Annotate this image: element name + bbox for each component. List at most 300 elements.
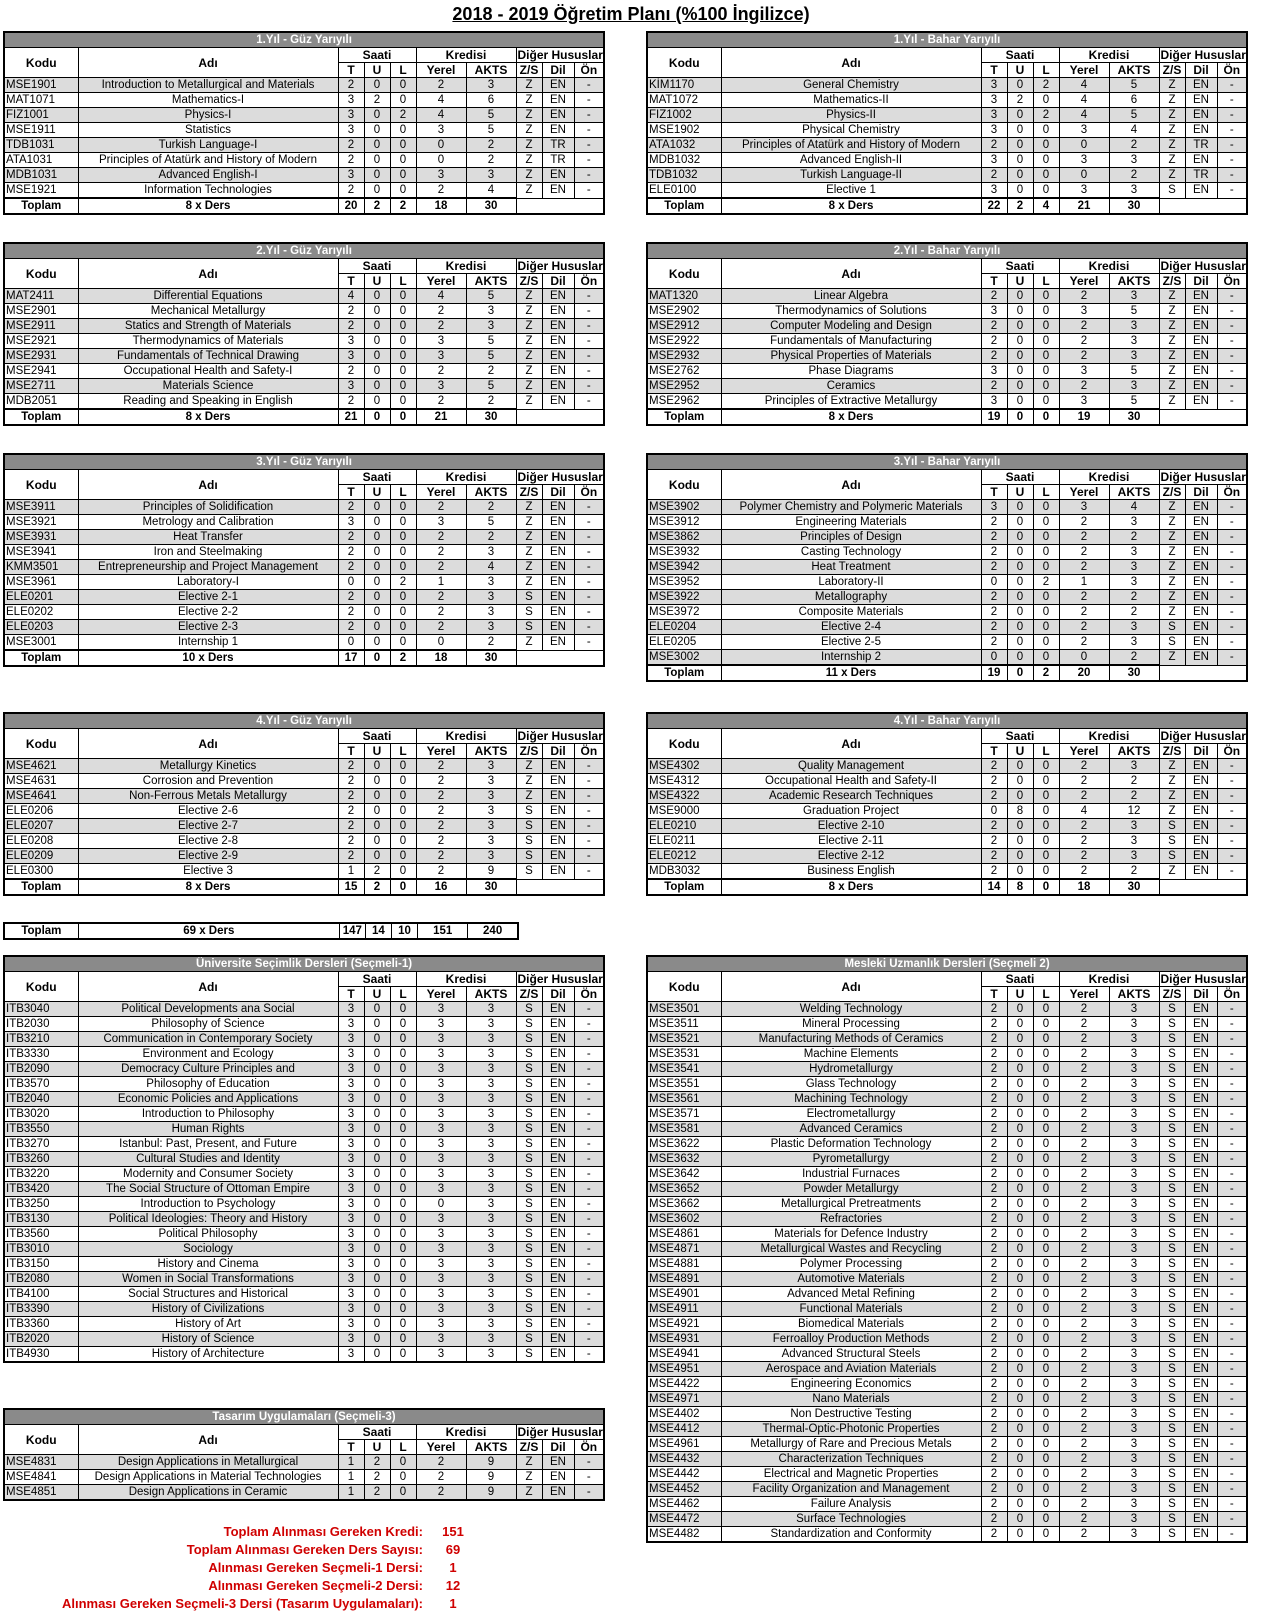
language: EN bbox=[542, 123, 574, 138]
credit-akts: 2 bbox=[1109, 650, 1159, 666]
credit-yerel: 2 bbox=[1059, 1227, 1109, 1242]
language: EN bbox=[542, 1077, 574, 1092]
hours-t: 3 bbox=[338, 1287, 364, 1302]
hours-t: 2 bbox=[338, 304, 364, 319]
prerequisite: - bbox=[574, 1167, 604, 1182]
credit-yerel: 3 bbox=[416, 168, 466, 183]
z-s: S bbox=[516, 1122, 542, 1137]
table-row bbox=[647, 1002, 1247, 1017]
hours-u: 0 bbox=[1007, 789, 1033, 804]
course-code: MSE2931 bbox=[4, 349, 78, 364]
course-name: Political Ideologies: Theory and History bbox=[78, 1212, 338, 1227]
block-y2b bbox=[646, 242, 1248, 426]
course-code: MSE4891 bbox=[647, 1272, 721, 1287]
credit-akts: 3 bbox=[1109, 1392, 1159, 1407]
credit-yerel: 2 bbox=[416, 804, 466, 819]
course-code: ELE0210 bbox=[647, 819, 721, 834]
course-code: MSE3972 bbox=[647, 605, 721, 620]
col-zs: Z/S bbox=[516, 63, 542, 78]
course-code: ITB4100 bbox=[4, 1287, 78, 1302]
table-row bbox=[647, 1077, 1247, 1092]
hours-l: 0 bbox=[1033, 1017, 1059, 1032]
course-code: MSE4402 bbox=[647, 1407, 721, 1422]
language: EN bbox=[1185, 108, 1217, 123]
hours-l: 0 bbox=[390, 1212, 416, 1227]
prerequisite: - bbox=[1217, 319, 1247, 334]
hours-t: 2 bbox=[338, 789, 364, 804]
course-code: ELE0202 bbox=[4, 605, 78, 620]
hours-u: 0 bbox=[364, 1017, 390, 1032]
credit-yerel: 3 bbox=[416, 1227, 466, 1242]
credit-akts: 3 bbox=[1109, 1092, 1159, 1107]
hours-t: 2 bbox=[981, 1032, 1007, 1047]
hours-u: 2 bbox=[364, 1455, 390, 1470]
table-row bbox=[4, 1062, 604, 1077]
hours-u: 0 bbox=[364, 849, 390, 864]
col-adi: Adı bbox=[78, 729, 338, 759]
course-name: Mathematics-II bbox=[721, 93, 981, 108]
credit-yerel: 2 bbox=[416, 1455, 466, 1470]
hours-u: 0 bbox=[1007, 349, 1033, 364]
hours-l: 0 bbox=[390, 153, 416, 168]
total-yerel: 18 bbox=[416, 650, 466, 666]
course-code: ITB3260 bbox=[4, 1152, 78, 1167]
prerequisite: - bbox=[1217, 108, 1247, 123]
credit-akts: 2 bbox=[466, 635, 516, 651]
language: EN bbox=[1185, 590, 1217, 605]
course-code: MSE4462 bbox=[647, 1497, 721, 1512]
table-row bbox=[4, 834, 604, 849]
table-title: 1.Yıl - Bahar Yarıyılı bbox=[647, 32, 1247, 48]
hours-u: 0 bbox=[1007, 774, 1033, 789]
col-u: U bbox=[364, 485, 390, 500]
credit-yerel: 3 bbox=[416, 1347, 466, 1363]
credit-akts: 5 bbox=[466, 334, 516, 349]
credit-akts: 3 bbox=[466, 1347, 516, 1363]
hours-t: 3 bbox=[981, 108, 1007, 123]
col-l: L bbox=[390, 987, 416, 1002]
hours-t: 2 bbox=[981, 349, 1007, 364]
credit-akts: 3 bbox=[1109, 1167, 1159, 1182]
hours-u: 0 bbox=[1007, 1437, 1033, 1452]
course-code: ITB3010 bbox=[4, 1242, 78, 1257]
table-row bbox=[4, 819, 604, 834]
hours-t: 2 bbox=[981, 1467, 1007, 1482]
hours-t: 2 bbox=[981, 1257, 1007, 1272]
col-kodu: Kodu bbox=[647, 729, 721, 759]
course-code: MSE2901 bbox=[4, 304, 78, 319]
credit-akts: 3 bbox=[1109, 1422, 1159, 1437]
total-yerel: 19 bbox=[1059, 409, 1109, 425]
hours-u: 2 bbox=[364, 1470, 390, 1485]
course-name: Elective 1 bbox=[721, 183, 981, 199]
z-s: Z bbox=[516, 560, 542, 575]
course-code: ELE0203 bbox=[4, 620, 78, 635]
credit-yerel: 2 bbox=[1059, 1512, 1109, 1527]
language: EN bbox=[542, 183, 574, 199]
table-row bbox=[647, 1062, 1247, 1077]
credit-yerel: 2 bbox=[1059, 319, 1109, 334]
z-s: S bbox=[516, 1002, 542, 1017]
credit-akts: 12 bbox=[1109, 804, 1159, 819]
credit-akts: 3 bbox=[1109, 1017, 1159, 1032]
language: EN bbox=[542, 1152, 574, 1167]
hours-t: 2 bbox=[981, 1182, 1007, 1197]
course-name: Introduction to Psychology bbox=[78, 1197, 338, 1212]
hours-t: 2 bbox=[981, 1317, 1007, 1332]
table-row bbox=[647, 1377, 1247, 1392]
prerequisite: - bbox=[1217, 1362, 1247, 1377]
total-ders: 8 x Ders bbox=[78, 409, 338, 425]
course-name: Standardization and Conformity bbox=[721, 1527, 981, 1543]
table-row bbox=[647, 1137, 1247, 1152]
credit-yerel: 3 bbox=[1059, 394, 1109, 410]
prerequisite: - bbox=[1217, 349, 1247, 364]
hours-u: 0 bbox=[1007, 1197, 1033, 1212]
prerequisite: - bbox=[1217, 1167, 1247, 1182]
col-dil: Dil bbox=[542, 63, 574, 78]
prerequisite: - bbox=[574, 834, 604, 849]
total-row bbox=[4, 879, 604, 895]
credit-akts: 3 bbox=[1109, 349, 1159, 364]
z-s: S bbox=[516, 1317, 542, 1332]
hours-u: 0 bbox=[1007, 515, 1033, 530]
total-yerel: 20 bbox=[1059, 665, 1109, 681]
prerequisite: - bbox=[574, 1470, 604, 1485]
credit-yerel: 2 bbox=[1059, 1362, 1109, 1377]
hours-l: 0 bbox=[1033, 1362, 1059, 1377]
credit-yerel: 2 bbox=[1059, 515, 1109, 530]
hours-l: 0 bbox=[1033, 1002, 1059, 1017]
course-name: Phase Diagrams bbox=[721, 364, 981, 379]
hours-l: 0 bbox=[390, 759, 416, 774]
z-s: Z bbox=[1159, 759, 1185, 774]
col-kodu: Kodu bbox=[4, 470, 78, 500]
summary-row bbox=[0, 1595, 470, 1613]
language: EN bbox=[1185, 1122, 1217, 1137]
summary-row bbox=[0, 1523, 470, 1541]
prerequisite: - bbox=[574, 864, 604, 880]
prerequisite: - bbox=[1217, 774, 1247, 789]
z-s: Z bbox=[516, 515, 542, 530]
course-code: MSE3931 bbox=[4, 530, 78, 545]
credit-akts: 2 bbox=[1109, 789, 1159, 804]
table-row bbox=[4, 153, 604, 168]
language: EN bbox=[1185, 789, 1217, 804]
prerequisite: - bbox=[1217, 379, 1247, 394]
course-name: Introduction to Metallurgical and Materials bbox=[78, 78, 338, 93]
course-name: Machine Elements bbox=[721, 1047, 981, 1062]
hours-t: 2 bbox=[981, 1047, 1007, 1062]
hours-l: 0 bbox=[390, 1092, 416, 1107]
col-dil: Dil bbox=[1185, 63, 1217, 78]
language: EN bbox=[542, 605, 574, 620]
course-name: Principles of Extractive Metallurgy bbox=[721, 394, 981, 410]
language: EN bbox=[1185, 1467, 1217, 1482]
credit-yerel: 2 bbox=[416, 304, 466, 319]
language: EN bbox=[1185, 1002, 1217, 1017]
block-y1g bbox=[3, 31, 605, 215]
hours-l: 0 bbox=[1033, 1422, 1059, 1437]
prerequisite: - bbox=[1217, 1272, 1247, 1287]
credit-akts: 2 bbox=[466, 530, 516, 545]
hours-l: 0 bbox=[1033, 1272, 1059, 1287]
credit-akts: 3 bbox=[1109, 1452, 1159, 1467]
course-name: Hydrometallurgy bbox=[721, 1062, 981, 1077]
prerequisite: - bbox=[574, 319, 604, 334]
col-on: Ön bbox=[574, 274, 604, 289]
hours-t: 2 bbox=[981, 635, 1007, 650]
z-s: S bbox=[516, 864, 542, 880]
language: EN bbox=[1185, 1137, 1217, 1152]
course-code: MSE3952 bbox=[647, 575, 721, 590]
language: EN bbox=[542, 1332, 574, 1347]
credit-yerel: 2 bbox=[1059, 1467, 1109, 1482]
course-name: Physical Properties of Materials bbox=[721, 349, 981, 364]
course-code: MSE4432 bbox=[647, 1452, 721, 1467]
col-u: U bbox=[364, 744, 390, 759]
col-adi: Adı bbox=[721, 972, 981, 1002]
z-s: Z bbox=[516, 774, 542, 789]
course-name: Physics-II bbox=[721, 108, 981, 123]
course-name: Advanced Structural Steels bbox=[721, 1347, 981, 1362]
credit-akts: 2 bbox=[1109, 605, 1159, 620]
z-s: Z bbox=[516, 334, 542, 349]
total-ders: 8 x Ders bbox=[721, 409, 981, 425]
z-s: Z bbox=[1159, 78, 1185, 93]
total-t: 17 bbox=[338, 650, 364, 666]
col-u: U bbox=[364, 274, 390, 289]
language: EN bbox=[542, 1212, 574, 1227]
hours-t: 3 bbox=[338, 1227, 364, 1242]
hours-t: 2 bbox=[981, 849, 1007, 864]
z-s: S bbox=[1159, 834, 1185, 849]
course-code: ITB3020 bbox=[4, 1107, 78, 1122]
z-s: Z bbox=[516, 183, 542, 199]
course-code: TDB1031 bbox=[4, 138, 78, 153]
table-row bbox=[4, 1122, 604, 1137]
credit-akts: 3 bbox=[1109, 1437, 1159, 1452]
table-row bbox=[4, 1317, 604, 1332]
hours-u: 0 bbox=[1007, 1317, 1033, 1332]
hours-t: 2 bbox=[981, 1017, 1007, 1032]
course-name: Physics-I bbox=[78, 108, 338, 123]
course-code: MSE3642 bbox=[647, 1167, 721, 1182]
hours-t: 3 bbox=[338, 1032, 364, 1047]
course-name: Information Technologies bbox=[78, 183, 338, 199]
prerequisite: - bbox=[574, 515, 604, 530]
course-code: MSE3541 bbox=[647, 1062, 721, 1077]
course-code: MSE3531 bbox=[647, 1047, 721, 1062]
course-code: TDB1032 bbox=[647, 168, 721, 183]
course-table bbox=[3, 453, 605, 667]
course-code: MSE3902 bbox=[647, 500, 721, 515]
hours-l: 0 bbox=[1033, 1437, 1059, 1452]
z-s: Z bbox=[516, 168, 542, 183]
hours-u: 0 bbox=[364, 123, 390, 138]
z-s: Z bbox=[1159, 123, 1185, 138]
course-code: MDB3032 bbox=[647, 864, 721, 880]
language: EN bbox=[542, 1317, 574, 1332]
course-name: Turkish Language-II bbox=[721, 168, 981, 183]
credit-yerel: 2 bbox=[1059, 1107, 1109, 1122]
course-code: MSE4631 bbox=[4, 774, 78, 789]
hours-l: 0 bbox=[1033, 1302, 1059, 1317]
credit-yerel: 3 bbox=[416, 1182, 466, 1197]
hours-u: 0 bbox=[364, 774, 390, 789]
col-t: T bbox=[338, 987, 364, 1002]
table-row bbox=[647, 774, 1247, 789]
hours-l: 0 bbox=[390, 1272, 416, 1287]
hours-u: 0 bbox=[1007, 1227, 1033, 1242]
table-row bbox=[4, 1152, 604, 1167]
language: EN bbox=[1185, 1197, 1217, 1212]
col-zs: Z/S bbox=[1159, 274, 1185, 289]
course-code: FIZ1002 bbox=[647, 108, 721, 123]
prerequisite: - bbox=[1217, 1332, 1247, 1347]
course-name: Machining Technology bbox=[721, 1092, 981, 1107]
hours-t: 4 bbox=[338, 289, 364, 304]
hours-l: 0 bbox=[390, 289, 416, 304]
credit-akts: 3 bbox=[1109, 849, 1159, 864]
hours-u: 0 bbox=[1007, 560, 1033, 575]
credit-akts: 3 bbox=[1109, 1467, 1159, 1482]
table-row bbox=[647, 620, 1247, 635]
course-code: ELE0300 bbox=[4, 864, 78, 880]
table-row bbox=[647, 804, 1247, 819]
credit-akts: 2 bbox=[1109, 138, 1159, 153]
total-akts: 30 bbox=[466, 650, 516, 666]
hours-u: 0 bbox=[1007, 1242, 1033, 1257]
prerequisite: - bbox=[574, 349, 604, 364]
credit-yerel: 4 bbox=[416, 93, 466, 108]
prerequisite: - bbox=[1217, 789, 1247, 804]
course-table bbox=[3, 1408, 605, 1501]
total-t: 14 bbox=[981, 879, 1007, 895]
z-s: Z bbox=[1159, 108, 1185, 123]
hours-u: 0 bbox=[364, 1002, 390, 1017]
language: EN bbox=[1185, 864, 1217, 880]
course-name: Modernity and Consumer Society bbox=[78, 1167, 338, 1182]
course-name: Welding Technology bbox=[721, 1002, 981, 1017]
course-name: Elective 2-3 bbox=[78, 620, 338, 635]
col-t: T bbox=[981, 485, 1007, 500]
col-diger: Diğer Hususlar bbox=[517, 259, 603, 273]
prerequisite: - bbox=[1217, 1317, 1247, 1332]
course-name: Thermodynamics of Materials bbox=[78, 334, 338, 349]
credit-yerel: 2 bbox=[1059, 1137, 1109, 1152]
block-y2g bbox=[3, 242, 605, 426]
hours-u: 0 bbox=[364, 1317, 390, 1332]
table-row bbox=[4, 1212, 604, 1227]
hours-l: 0 bbox=[1033, 1347, 1059, 1362]
credit-yerel: 2 bbox=[416, 864, 466, 880]
table-row bbox=[4, 123, 604, 138]
prerequisite: - bbox=[574, 289, 604, 304]
hours-u: 0 bbox=[1007, 1287, 1033, 1302]
credit-yerel: 3 bbox=[416, 1242, 466, 1257]
course-code: ITB3040 bbox=[4, 1002, 78, 1017]
hours-u: 0 bbox=[1007, 759, 1033, 774]
language: EN bbox=[1185, 849, 1217, 864]
prerequisite: - bbox=[1217, 500, 1247, 515]
hours-t: 2 bbox=[338, 364, 364, 379]
total-blank bbox=[1159, 409, 1247, 425]
col-kodu: Kodu bbox=[647, 259, 721, 289]
hours-l: 0 bbox=[390, 635, 416, 651]
col-kodu: Kodu bbox=[4, 972, 78, 1002]
total-label: Toplam bbox=[4, 650, 78, 666]
credit-yerel: 3 bbox=[416, 1152, 466, 1167]
col-adi: Adı bbox=[721, 729, 981, 759]
total-t: 15 bbox=[338, 879, 364, 895]
hours-t: 2 bbox=[981, 1407, 1007, 1422]
table-row bbox=[4, 1017, 604, 1032]
prerequisite: - bbox=[1217, 515, 1247, 530]
hours-u: 0 bbox=[364, 635, 390, 651]
hours-u: 0 bbox=[1007, 319, 1033, 334]
language: EN bbox=[1185, 1452, 1217, 1467]
col-l: L bbox=[390, 744, 416, 759]
hours-l: 0 bbox=[390, 1287, 416, 1302]
course-code: ITB3150 bbox=[4, 1257, 78, 1272]
prerequisite: - bbox=[574, 1032, 604, 1047]
z-s: S bbox=[1159, 1017, 1185, 1032]
hours-u: 0 bbox=[1007, 394, 1033, 410]
course-code: MSE2921 bbox=[4, 334, 78, 349]
col-yerel: Yerel bbox=[1059, 987, 1109, 1002]
course-code: MSE3652 bbox=[647, 1182, 721, 1197]
credit-yerel: 3 bbox=[416, 1317, 466, 1332]
credit-akts: 3 bbox=[1109, 1407, 1159, 1422]
course-name: Glass Technology bbox=[721, 1077, 981, 1092]
course-name: Characterization Techniques bbox=[721, 1452, 981, 1467]
prerequisite: - bbox=[574, 1182, 604, 1197]
prerequisite: - bbox=[574, 1242, 604, 1257]
credit-akts: 3 bbox=[466, 1092, 516, 1107]
hours-u: 0 bbox=[1007, 1212, 1033, 1227]
col-kredisi: Kredisi bbox=[416, 259, 516, 274]
z-s: S bbox=[516, 1287, 542, 1302]
language: EN bbox=[1185, 1392, 1217, 1407]
hours-u: 0 bbox=[1007, 379, 1033, 394]
summary-value: 69 bbox=[445, 1542, 461, 1557]
hours-l: 0 bbox=[1033, 394, 1059, 410]
col-diger: Diğer Hususlar bbox=[1160, 48, 1246, 62]
course-name: Metallurgical Pretreatments bbox=[721, 1197, 981, 1212]
col-on: Ön bbox=[1217, 744, 1247, 759]
language: EN bbox=[1185, 1437, 1217, 1452]
language: EN bbox=[542, 560, 574, 575]
course-code: ITB2080 bbox=[4, 1272, 78, 1287]
prerequisite: - bbox=[1217, 1287, 1247, 1302]
course-name: Occupational Health and Safety-II bbox=[721, 774, 981, 789]
col-dil: Dil bbox=[542, 987, 574, 1002]
table-row bbox=[647, 1092, 1247, 1107]
credit-yerel: 3 bbox=[416, 1212, 466, 1227]
total-ders: 11 x Ders bbox=[721, 665, 981, 681]
credit-akts: 3 bbox=[1109, 289, 1159, 304]
z-s: Z bbox=[516, 530, 542, 545]
hours-t: 2 bbox=[338, 560, 364, 575]
col-on: Ön bbox=[574, 744, 604, 759]
hours-t: 2 bbox=[981, 1377, 1007, 1392]
hours-u: 0 bbox=[364, 1302, 390, 1317]
z-s: Z bbox=[1159, 590, 1185, 605]
hours-t: 3 bbox=[338, 1002, 364, 1017]
credit-yerel: 2 bbox=[416, 1470, 466, 1485]
hours-l: 0 bbox=[1033, 759, 1059, 774]
